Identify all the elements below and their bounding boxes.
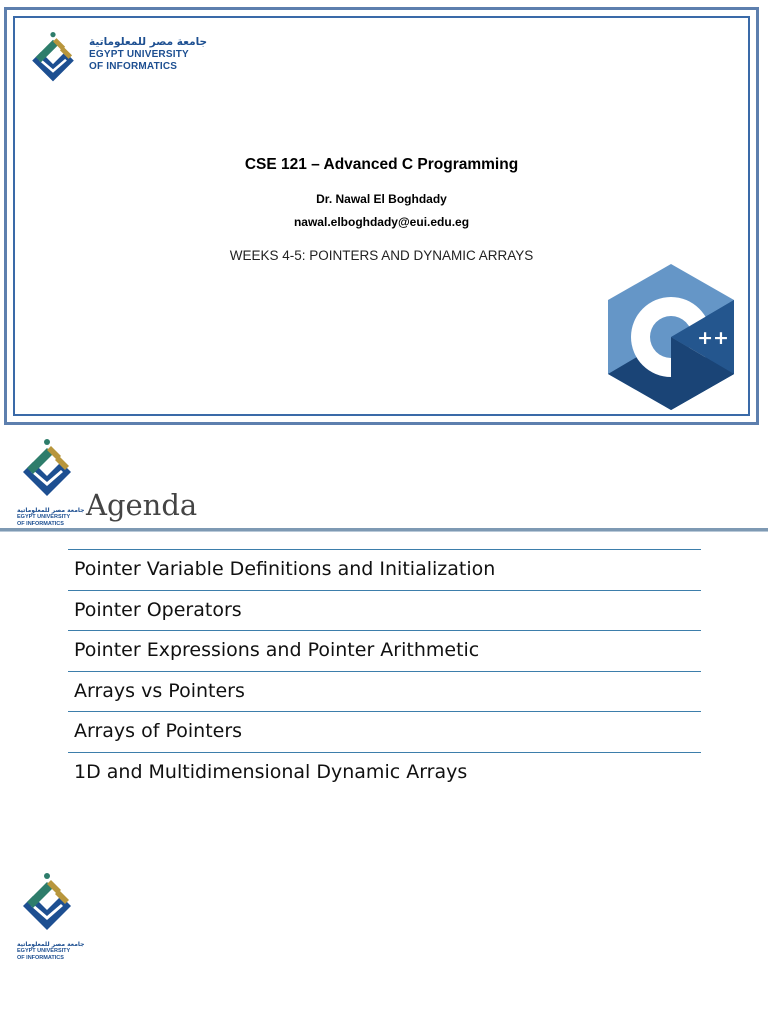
agenda-item: Arrays of Pointers: [68, 712, 701, 753]
eui-logo-icon: [17, 872, 77, 934]
logo-name-line2: OF INFORMATICS: [17, 520, 64, 527]
course-title: CSE 121 – Advanced C Programming: [244, 156, 519, 173]
title-slide: [4, 7, 759, 425]
logo-arabic-name: جامعة مصر للمعلوماتية: [89, 36, 208, 48]
agenda-item: Pointer Variable Definitions and Initialization: [68, 550, 701, 591]
university-logo-small: [17, 872, 85, 964]
logo-name-line1: EGYPT UNIVERSITY: [17, 948, 71, 954]
logo-name-line2: OF INFORMATICS: [89, 60, 178, 72]
agenda-slide: [0, 432, 768, 852]
logo-name-line1: EGYPT UNIVERSITY: [17, 514, 71, 520]
agenda-list: [68, 549, 701, 792]
agenda-item: Pointer Expressions and Pointer Arithmetic: [68, 631, 701, 672]
cpp-logo-icon: [604, 262, 738, 412]
next-slide: [0, 866, 768, 1024]
agenda-item: 1D and Multidimensional Dynamic Arrays: [74, 760, 468, 783]
lecture-topic: WEEKS 4-5: POINTERS AND DYNAMIC ARRAYS: [229, 248, 534, 263]
agenda-title: Agenda: [86, 488, 198, 522]
agenda-item: Pointer Operators: [68, 591, 701, 632]
eui-logo-icon: [27, 30, 79, 86]
logo-name-line2: OF INFORMATICS: [17, 954, 64, 961]
logo-name-line1: EGYPT UNIVERSITY: [89, 48, 189, 60]
logo-arabic-name: جامعة مصر للمعلوماتية: [17, 507, 85, 514]
agenda-item: Arrays vs Pointers: [68, 672, 701, 713]
title-divider-shadow: [0, 531, 768, 532]
university-logo: [27, 30, 208, 86]
logo-arabic-name: جامعة مصر للمعلوماتية: [17, 941, 85, 948]
instructor-name: Dr. Nawal El Boghdady: [316, 192, 447, 206]
cpp-logo-label: ++: [697, 327, 729, 349]
university-logo-small: [17, 438, 85, 530]
instructor-email: nawal.elboghdady@eui.edu.eg: [293, 215, 470, 229]
eui-logo-icon: [17, 438, 77, 500]
